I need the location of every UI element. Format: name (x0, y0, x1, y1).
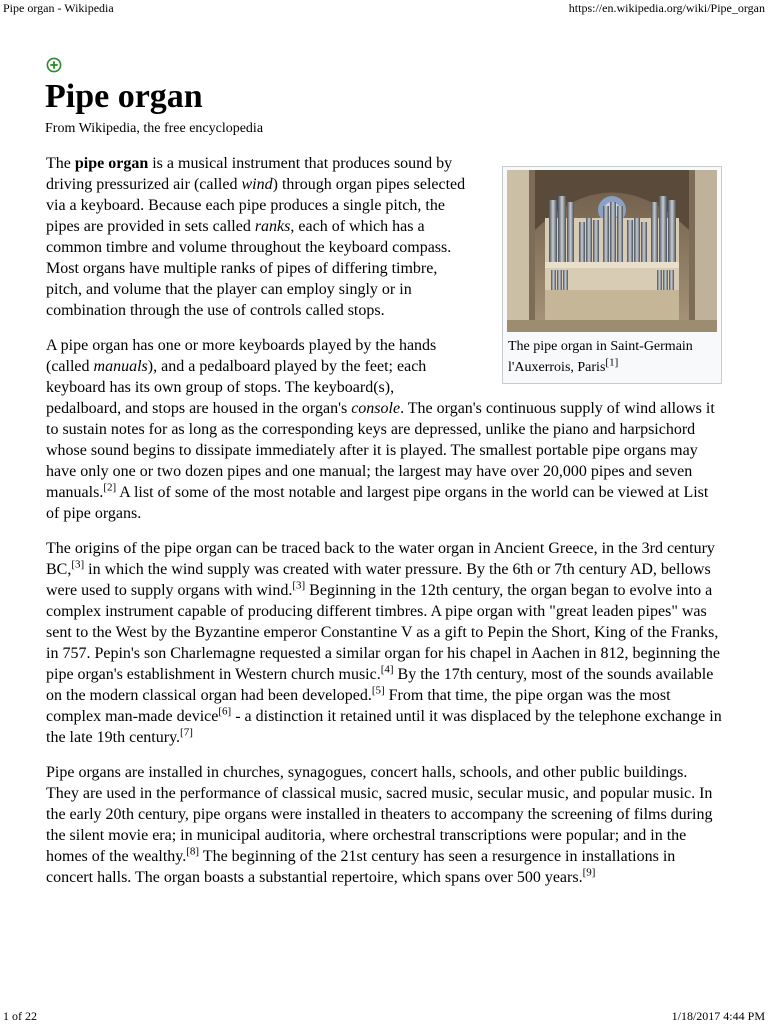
reference-link[interactable]: [9] (582, 866, 596, 879)
text-span: . The organ's continuous supply of wind allows it to sustain notes for as long as the corresponding keys are depressed, unlike the piano and harpsichord whose sound begins to dissipate immediately after it is played. The smallest portable pipe organs may have only one or two dozen pipes and one manual; the largest may have over 20,000 pipes and seven manuals. (46, 400, 715, 501)
paragraph-history (46, 538, 722, 748)
bold-term: pipe organ (74, 155, 149, 172)
text-span: in which the wind supply was created with water pressure. By the 6th or 7th century AD, bellows were used to supply organs with wind. (46, 561, 711, 599)
reference-link[interactable]: [8] (186, 845, 200, 858)
italic-term: manuals (93, 358, 148, 375)
print-footer (3, 1008, 765, 1024)
reference-link[interactable]: [7] (180, 726, 193, 739)
reference-link[interactable]: [5] (371, 684, 385, 697)
text-span: is a musical instrument that produces sound by driving pressurized air (called (46, 155, 453, 193)
reference-link[interactable]: [2] (103, 481, 117, 494)
reference-link[interactable]: [3] (71, 558, 85, 571)
text-span: - a distinction it retained until it was displaced by the telephone exchange in the late 19th century. (46, 708, 722, 746)
reference-link[interactable]: [3] (292, 579, 306, 592)
text-span: A pipe organ has one or more keyboards played by the hands (called (46, 337, 437, 375)
print-page-title: Pipe organ - Wikipedia (3, 1, 114, 15)
text-span: The (46, 155, 75, 172)
text-span: ) through organ pipes selected via a keyboard. Because each pipe produces a single pitch, the pipes are provided in sets called (46, 176, 466, 235)
text-span: Beginning in the 12th century, the organ began to evolve into a complex instrument capable of producing different timbres. A pipe organ with "great leaden pipes" was sent to the West by the Byzantine emperor Constantine V as a gift to Pepin the Short, King of the Franks, in 757. Pepin's son Charlemagne requested a similar organ for his chapel in Aachen in 812, beginning the pipe organ's establishment in Western church music. (46, 582, 720, 683)
text-span: By the 17th century, most of the sounds available on the modern classical organ had been developed. (46, 666, 714, 704)
plus-circle-icon[interactable] (46, 57, 62, 73)
text-span: The beginning of the 21st century has seen a resurgence in installations in concert halls. The organ boasts a substantial repertoire, which spans over 500 years. (46, 848, 676, 886)
caption-text: The pipe organ in Saint-Germain l'Auxerrois, Paris (508, 339, 693, 375)
italic-term: console (351, 400, 401, 417)
italic-term: wind (241, 176, 273, 193)
reference-link[interactable]: [4] (380, 663, 394, 676)
infobox (502, 166, 722, 384)
text-span: From that time, the pipe organ was the most complex man-made device (46, 687, 671, 725)
article-body (46, 153, 722, 902)
article-title: Pipe organ (45, 78, 203, 115)
italic-term: ranks (254, 218, 291, 235)
text-span: Pipe organs are installed in churches, synagogues, concert halls, schools, and other public buildings. They are used in the performance of classical music, sacred music, secular music, and popular music. In the early 20th century, pipe organs were installed in theaters to accompany the screening of films during the silent movie era; in municipal auditoria, where orchestral transcriptions were popular; and in the homes of the wealthy. (46, 764, 713, 865)
text-span: The origins of the pipe organ can be traced back to the water organ in Ancient Greece, in the 3rd century BC, (46, 540, 715, 578)
page-count: 1 of 22 (3, 1009, 37, 1023)
reference-link[interactable]: [6] (218, 705, 232, 718)
text-span: A list of some of the most notable and largest pipe organs in the world can be viewed at List of pipe organs. (46, 484, 709, 522)
print-datetime: 1/18/2017 4:44 PM (671, 1009, 765, 1023)
print-url[interactable]: https://en.wikipedia.org/wiki/Pipe_organ (568, 1, 765, 15)
caption-reference[interactable]: [1] (605, 356, 619, 369)
infobox-caption (506, 336, 718, 380)
paragraph-installations (46, 762, 722, 888)
text-span: ), and a pedalboard played by the feet; each keyboard has its own group of stops. The keyboard(s), pedalboard, and stops are housed in the organ's (46, 358, 427, 417)
print-header (3, 0, 765, 16)
organ-photo[interactable] (507, 170, 717, 332)
article-subtitle: From Wikipedia, the free encyclopedia (45, 121, 264, 136)
text-span: , each of which has a common timbre and volume throughout the keyboard compass. Most organs have multiple ranks of pipes of differing timbre, pitch, and volume that the player can employ singly or in combination through the use of controls called stops. (46, 218, 452, 319)
